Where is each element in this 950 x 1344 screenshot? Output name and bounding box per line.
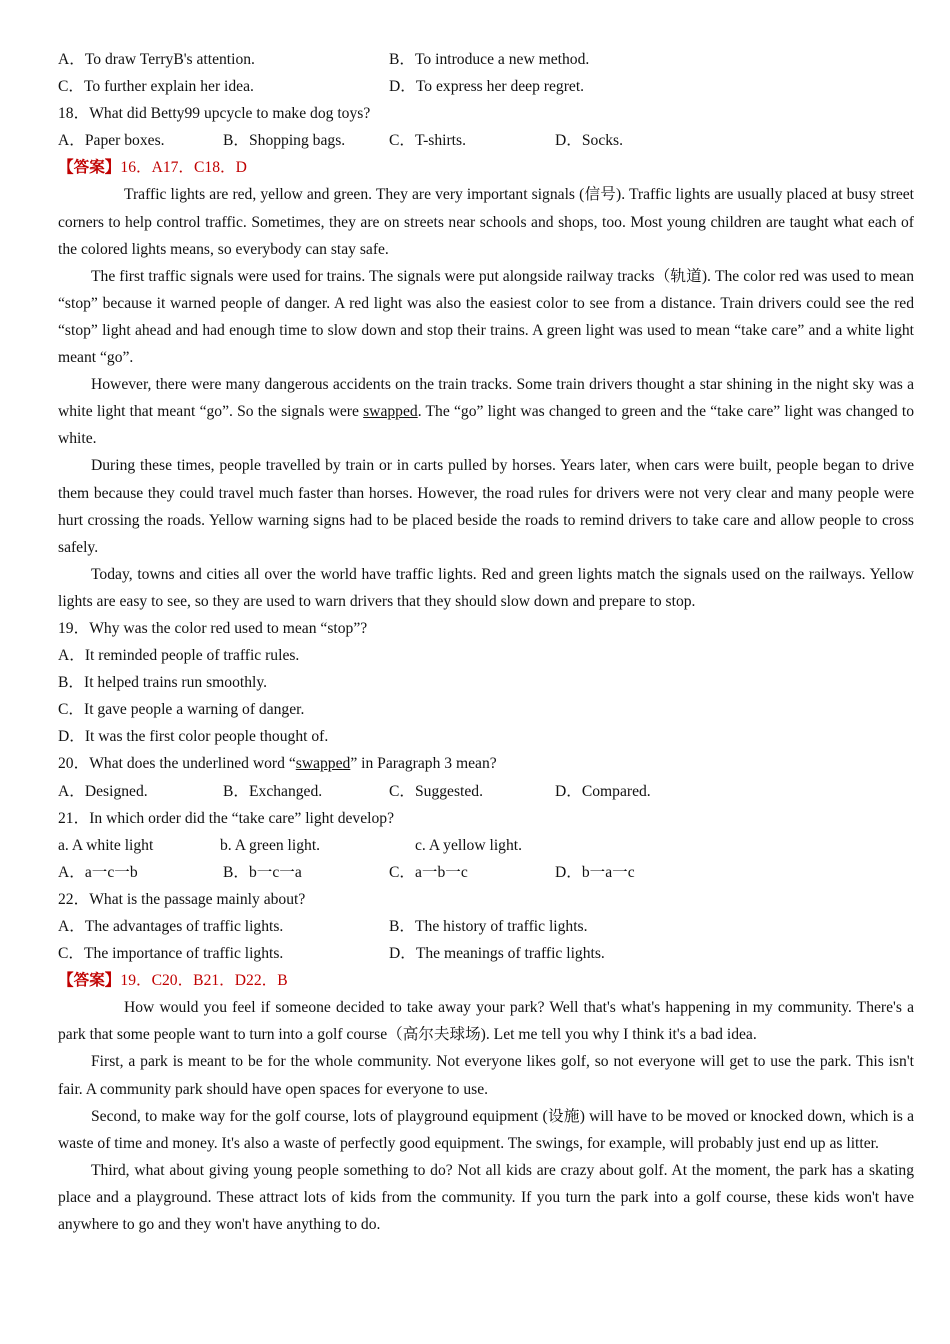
paragraph-text: . The “go” light was changed to green and the “take care” light was changed to white. [58,403,914,448]
q19-option-b: B．It helped trains run smoothly. [58,674,268,692]
q19-question: 19．Why was the color red used to mean “stop”? [58,619,368,637]
passage3-paragraph-2: First, a park is meant to be for the whole community. Not everyone likes golf, so not everyone will get to use the park. This isn't fair. A community park should have open spaces for everyone to use. [58,1053,914,1098]
q20-option-c: C．Suggested. [389,782,483,800]
q18-options-row [58,127,914,154]
q22-option-a: A．The advantages of traffic lights. [58,918,284,935]
q22-options-row-2 [58,940,914,967]
q19-option-d: D．It was the first color people thought of. [58,728,329,746]
q19-option-a: A．It reminded people of traffic rules. [58,647,300,665]
answer-label: 【答案】 [58,159,121,177]
underlined-word: swapped [363,403,418,421]
passage2-paragraph-2: The first traffic signals were used for trains. The signals were put alongside railway tracks（轨道). The color red was used to mean “stop” because it warned people of danger. A red light was also the easiest color to see from a distance. Train drivers could see the red “stop” light ahead and had enough time to slow down and stop their trains. A green light was used to mean “take care” and a white light meant “go”. [58,267,914,367]
q21-item-b: b. A green light. [220,836,321,854]
question-text: 20．What does the underlined word “ [58,755,296,773]
q20-option-b: B．Exchanged. [223,782,323,800]
q20-option-a: A．Designed. [58,782,148,800]
answer-key-2 [58,967,914,994]
passage3-paragraph-4: Third, what about giving young people something to do? Not all kids are crazy about golf. At the moment, the park has a skating place and a playground. These attract lots of kids from the community. If you turn the park into a golf course, these kids won't have anywhere to go and they won't have anything to do. [58,1161,914,1234]
q22-option-d: D．The meanings of traffic lights. [389,945,605,963]
q22-option-b: B．The history of traffic lights. [389,918,588,935]
q21-option-a: A．a一c一b [58,863,138,881]
q22-question: 22．What is the passage mainly about? [58,890,306,908]
q18-option-c: C．T-shirts. [389,132,466,150]
q21-options-row [58,859,914,886]
q20-question [58,750,914,777]
q20-option-d: D．Compared. [555,782,651,800]
q21-question: 21．In which order did the “take care” light develop? [58,809,394,827]
q18-option-d: D．Socks. [555,132,624,150]
passage2-paragraph-3 [58,371,914,452]
underlined-word: swapped [295,755,351,773]
q18-option-a: A．Paper boxes. [58,132,165,150]
q22-options-row-1 [58,913,914,940]
q18-option-b: B．Shopping bags. [223,132,346,150]
answer-text: 19．C20．B21．D22．B [120,972,288,990]
passage2-paragraph-4: During these times, people travelled by train or in carts pulled by horses. Years later, when cars were built, people began to drive them because they could travel much faster than horses. However, the road rules for drivers were not very clear and many people were hurt crossing the roads. Yellow warning signs had to be placed beside the roads to remind drivers to take care and allow people to cross safely. [58,457,914,556]
q17-options-row-1 [58,46,914,73]
q19-option-c: C．It gave people a warning of danger. [58,701,305,719]
q17-option-d: D．To express her deep regret. [389,78,585,96]
q21-item-c: c. A yellow light. [415,836,522,854]
q20-options-row [58,778,914,805]
q18-question: 18．What did Betty99 upcycle to make dog toys? [58,105,371,123]
answer-key-1 [58,154,914,181]
q21-option-b: B．b一c一a [223,863,302,881]
question-text: ” in Paragraph 3 mean? [350,755,497,773]
document-page [58,46,914,1238]
q17-option-b: B．To introduce a new method. [389,51,590,68]
passage2-paragraph-5: Today, towns and cities all over the world have traffic lights. Red and green lights match the signals used on the railways. Yellow lights are easy to see, so they are used to warn drivers that they should slow down and prepare to stop. [58,565,914,610]
q21-items-row [58,832,914,859]
answer-text: 16．A17．C18．D [120,159,247,177]
q17-option-a: A．To draw TerryB's attention. [58,51,255,68]
q21-option-c: C．a一b一c [389,863,468,881]
q22-option-c: C．The importance of traffic lights. [58,945,284,963]
q17-options-row-2 [58,73,914,100]
answer-label: 【答案】 [58,972,121,990]
passage2-paragraph-1: Traffic lights are red, yellow and green. They are very important signals (信号). Traffic lights are usually placed at busy street corners to help control traffic. Sometimes, they are on streets near schools and shops, too. Most young children are taught what each of the colored lights means, so everybody can stay safe. [58,186,914,258]
q21-item-a: a. A white light [58,836,154,854]
q21-option-d: D．b一a一c [555,863,635,881]
passage3-paragraph-1: How would you feel if someone decided to take away your park? Well that's what's happening in my community. There's a park that some people want to turn into a golf course（高尔夫球场). Let me tell you why I think it's a bad idea. [58,999,914,1044]
passage3-paragraph-3: Second, to make way for the golf course, lots of playground equipment (设施) will have to be moved or knocked down, which is a waste of time and money. It's also a waste of perfectly good equipment. The swings, for example, will probably just end up as litter. [58,1107,914,1152]
paragraph-text: However, there were many dangerous accidents on the train tracks. Some train drivers thought a star shining in the night sky was a white light that meant “go”. So the signals were [58,376,914,421]
q17-option-c: C．To further explain her idea. [58,78,254,96]
